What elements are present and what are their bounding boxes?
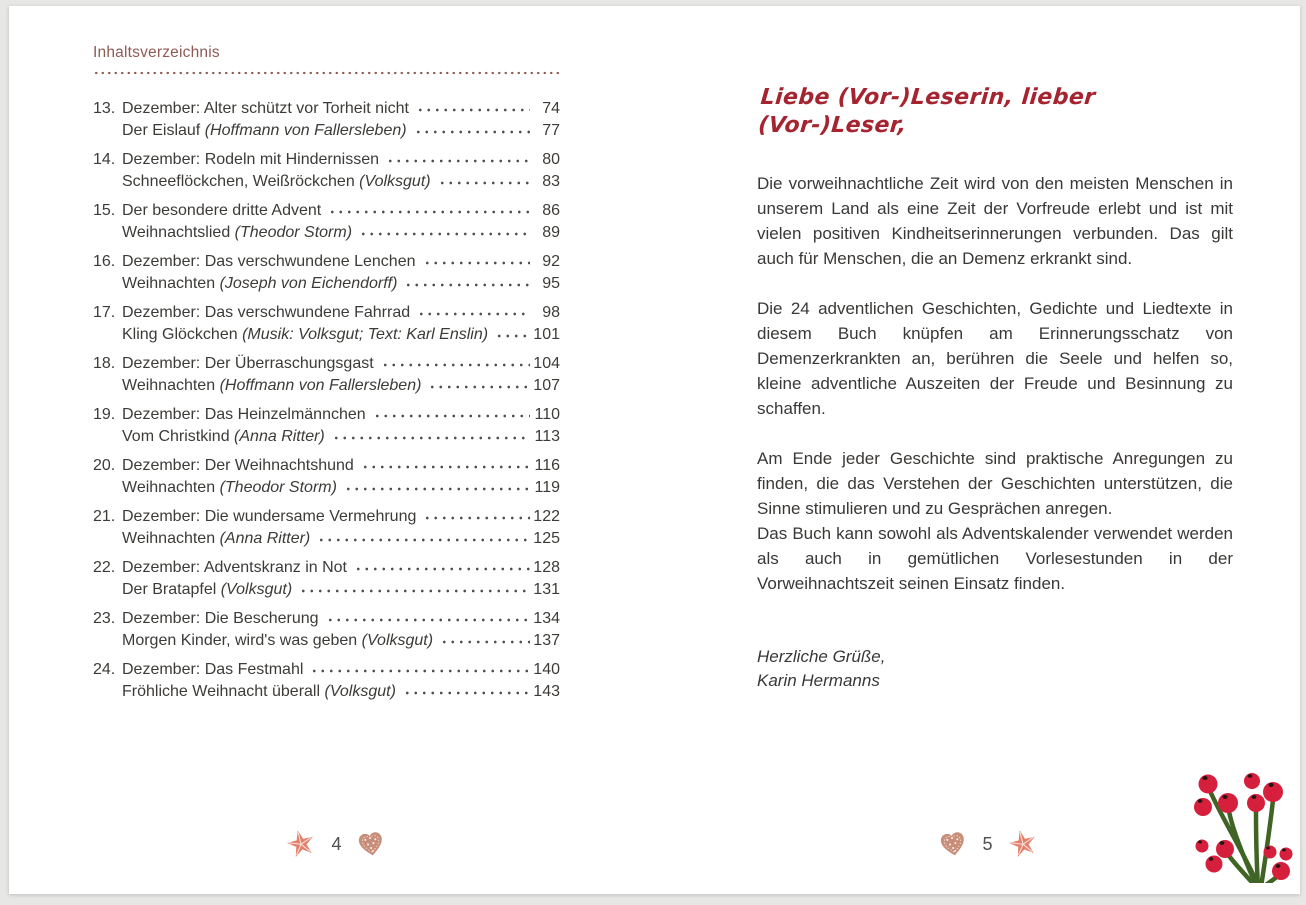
toc-entry-subtitle: Fröhliche Weihnacht überall (Volksgut) — [122, 683, 396, 700]
toc-entry-main-line — [93, 200, 560, 222]
toc-entry-page: 80 — [542, 151, 560, 168]
toc-entry-subtitle: Der Eislauf (Hoffmann von Fallersleben) — [122, 122, 407, 139]
toc-entry-subtitle: Weihnachtslied (Theodor Storm) — [122, 224, 353, 241]
toc-entry-number: 18. — [93, 355, 116, 372]
dot-leader — [361, 461, 530, 473]
signature-greeting: Herzliche Grüße, — [757, 647, 886, 666]
toc-entry-subpage: 143 — [533, 683, 560, 700]
toc-entry-page: 98 — [542, 304, 560, 321]
toc-entry-sub-line — [93, 426, 560, 448]
dot-leader — [310, 665, 530, 677]
toc-entry-main-line — [93, 506, 560, 528]
toc-entry-number: 22. — [93, 559, 116, 576]
toc-entry-number: 20. — [93, 457, 116, 474]
left-page-footer — [9, 826, 662, 862]
dot-leader — [381, 359, 530, 371]
toc-entry-sub-line — [93, 477, 560, 499]
toc-entry-sub-line — [93, 528, 560, 550]
toc-entry-source: (Volksgut) — [324, 683, 396, 700]
toc-entry-sub-line — [93, 222, 560, 244]
toc-entry-source: (Joseph von Eichendorff) — [219, 275, 398, 292]
dot-leader — [403, 687, 530, 699]
toc-entry-main-line — [93, 353, 560, 375]
toc-entry-subtitle: Weihnachten (Anna Ritter) — [122, 530, 311, 547]
toc-entry-source: (Anna Ritter) — [219, 530, 311, 547]
berries-decoration — [1144, 723, 1294, 883]
dot-leader — [344, 483, 530, 495]
toc-entry-number: 16. — [93, 253, 116, 270]
toc-entry-page: 110 — [534, 406, 560, 423]
toc-entry — [93, 506, 560, 550]
toc-entry-page: 74 — [542, 100, 560, 117]
toc-entry-page: 128 — [533, 559, 560, 576]
star-icon — [283, 826, 319, 862]
dot-leader — [440, 636, 530, 648]
toc-entry — [93, 200, 560, 244]
toc-entry-page: 86 — [542, 202, 560, 219]
toc-entry-subpage: 119 — [534, 479, 560, 496]
toc-entry — [93, 251, 560, 295]
toc-entry-main-line — [93, 404, 560, 426]
signature-author: Karin Hermanns — [757, 671, 880, 690]
toc-entry — [93, 557, 560, 601]
dot-leader — [428, 381, 530, 393]
table-of-contents — [93, 98, 560, 703]
toc-entry-main-line — [93, 557, 560, 579]
toc-entry — [93, 659, 560, 703]
dot-leader — [417, 308, 530, 320]
toc-entry-sub-line — [93, 120, 560, 142]
toc-entry-subtitle: Kling Glöckchen (Musik: Volksgut; Text: Karl Enslin) — [122, 326, 489, 343]
dot-leader — [423, 512, 530, 524]
star-icon — [1004, 826, 1040, 862]
dotted-divider — [93, 71, 560, 75]
toc-entry-sub-line — [93, 171, 560, 193]
toc-entry — [93, 455, 560, 499]
toc-entry-sub-line — [93, 324, 560, 346]
toc-entry-subpage: 89 — [542, 224, 560, 241]
dot-leader — [404, 279, 530, 291]
toc-entry-source: (Volksgut) — [361, 632, 434, 649]
toc-entry-subtitle: Vom Christkind (Anna Ritter) — [122, 428, 325, 445]
right-page-letter — [757, 84, 1233, 693]
toc-entry-main-line — [93, 608, 560, 630]
letter-paragraph-3a: Am Ende jeder Geschichte sind praktische Anregungen zu finden, die das Verstehen der Geschichten unterstützen, die Sinne stimulieren und zu Gesprächen anregen. — [757, 449, 1233, 518]
toc-entry-sub-line — [93, 273, 560, 295]
toc-entry-title: Der besondere dritte Advent — [122, 202, 322, 219]
dot-leader — [386, 155, 530, 167]
letter-paragraph-3b: Das Buch kann sowohl als Adventskalender verwendet werden als auch in gemütlichen Vorlesestunden in der Vorweihnachtszeit seinen Einsatz finden. — [757, 524, 1233, 593]
toc-entry-number: 19. — [93, 406, 116, 423]
toc-entry-subpage: 137 — [533, 632, 560, 649]
dot-leader — [326, 614, 530, 626]
dot-leader — [438, 177, 530, 189]
toc-entry-sub-line — [93, 375, 560, 397]
toc-entry-main-line — [93, 149, 560, 171]
toc-entry-source: (Theodor Storm) — [234, 224, 353, 241]
toc-entry-subpage: 95 — [542, 275, 560, 292]
toc-entry-number: 23. — [93, 610, 116, 627]
book-pages-sheet — [9, 6, 1300, 894]
dot-leader — [354, 563, 530, 575]
dot-leader — [414, 126, 530, 138]
toc-entry-page: 104 — [533, 355, 560, 372]
toc-entry-number: 17. — [93, 304, 116, 321]
toc-entry-source: (Theodor Storm) — [219, 479, 337, 496]
dot-leader — [299, 585, 530, 597]
toc-header-title: Inhaltsverzeichnis — [93, 44, 220, 61]
toc-entry-sub-line — [93, 630, 560, 652]
toc-entry-number: 13. — [93, 100, 116, 117]
toc-entry-title: Dezember: Die Bescherung — [122, 610, 319, 627]
toc-entry-subtitle: Weihnachten (Hoffmann von Fallersleben) — [122, 377, 422, 394]
toc-entry-page: 134 — [533, 610, 560, 627]
toc-entry — [93, 353, 560, 397]
dot-leader — [423, 257, 531, 269]
toc-entry-subpage: 113 — [534, 428, 560, 445]
toc-entry-subpage: 83 — [542, 173, 560, 190]
toc-entry — [93, 608, 560, 652]
toc-entry-source: (Anna Ritter) — [234, 428, 325, 445]
dot-leader — [328, 206, 530, 218]
page-number-right: 5 — [982, 833, 993, 854]
dot-leader — [332, 432, 530, 444]
toc-entry-title: Dezember: Adventskranz in Not — [122, 559, 347, 576]
toc-entry-main-line — [93, 659, 560, 681]
toc-entry-sub-line — [93, 579, 560, 601]
toc-entry-number: 15. — [93, 202, 116, 219]
toc-entry-subtitle: Morgen Kinder, wird's was geben (Volksgut) — [122, 632, 434, 649]
dot-leader — [359, 228, 530, 240]
toc-entry-page: 92 — [542, 253, 560, 270]
toc-entry — [93, 149, 560, 193]
dot-leader — [373, 410, 530, 422]
toc-entry-subpage: 77 — [542, 122, 560, 139]
toc-entry-number: 24. — [93, 661, 116, 678]
toc-entry-title: Dezember: Der Weihnachtshund — [122, 457, 354, 474]
toc-entry-title: Dezember: Rodeln mit Hindernissen — [122, 151, 379, 168]
toc-entry-sub-line — [93, 681, 560, 703]
toc-entry — [93, 98, 560, 142]
toc-entry-title: Dezember: Das verschwundene Lenchen — [122, 253, 416, 270]
dot-leader — [317, 534, 530, 546]
toc-entry-main-line — [93, 251, 560, 273]
toc-entry-subpage: 125 — [533, 530, 560, 547]
toc-entry — [93, 404, 560, 448]
toc-entry — [93, 302, 560, 346]
letter-paragraph-1: Die vorweihnachtliche Zeit wird von den meisten Menschen in unserem Land als eine Zeit der Vorfreude erlebt und ist mit vielen positiven Kindheitserinnerungen verbunden. Das gilt auch für Menschen, die an Demenz erkrankt sind. — [757, 174, 1233, 268]
toc-entry-subtitle: Weihnachten (Theodor Storm) — [122, 479, 337, 496]
toc-entry-subpage: 101 — [533, 326, 560, 343]
letter-heading: Liebe (Vor-)Leserin, lieber (Vor-)Leser, — [757, 85, 1097, 138]
heart-icon — [354, 827, 386, 861]
left-page-toc — [93, 44, 560, 710]
toc-entry-title: Dezember: Der Überraschungsgast — [122, 355, 374, 372]
toc-entry-title: Dezember: Das Festmahl — [122, 661, 304, 678]
toc-entry-subpage: 107 — [533, 377, 560, 394]
toc-entry-subtitle: Schneeflöckchen, Weißröckchen (Volksgut) — [122, 173, 431, 190]
toc-entry-subtitle: Weihnachten (Joseph von Eichendorff) — [122, 275, 398, 292]
toc-entry-source: (Volksgut) — [359, 173, 431, 190]
toc-entry-subpage: 131 — [533, 581, 560, 598]
toc-entry-source: (Hoffmann von Fallersleben) — [219, 377, 422, 394]
toc-entry-title: Dezember: Das Heinzelmännchen — [122, 406, 366, 423]
letter-paragraph-2: Die 24 adventlichen Geschichten, Gedichte und Liedtexte in diesem Buch knüpfen am Erinnerungsschatz von Demenzerkrankten an, berühren die Seele und helfen so, kleine adventliche Auszeiten der Freude und Besinnung zu schaffen. — [757, 299, 1233, 418]
dot-leader — [495, 330, 530, 342]
dot-leader — [416, 104, 530, 116]
toc-entry-main-line — [93, 98, 560, 120]
toc-entry-page: 122 — [533, 508, 560, 525]
toc-entry-number: 21. — [93, 508, 116, 525]
toc-entry-title: Dezember: Alter schützt vor Torheit nicht — [122, 100, 409, 117]
toc-entry-source: (Volksgut) — [220, 581, 293, 598]
toc-entry-number: 14. — [93, 151, 116, 168]
toc-entry-source: (Hoffmann von Fallersleben) — [204, 122, 407, 139]
toc-entry-subtitle: Der Bratapfel (Volksgut) — [122, 581, 293, 598]
page-number-left: 4 — [331, 833, 342, 854]
toc-entry-main-line — [93, 302, 560, 324]
signature — [757, 645, 1233, 693]
toc-entry-title: Dezember: Die wundersame Vermehrung — [122, 508, 417, 525]
toc-entry-page: 140 — [533, 661, 560, 678]
toc-entry-page: 116 — [534, 457, 560, 474]
toc-entry-title: Dezember: Das verschwundene Fahrrad — [122, 304, 411, 321]
heart-icon — [937, 827, 969, 861]
toc-entry-source: (Musik: Volksgut; Text: Karl Enslin) — [242, 326, 489, 343]
toc-entry-main-line — [93, 455, 560, 477]
